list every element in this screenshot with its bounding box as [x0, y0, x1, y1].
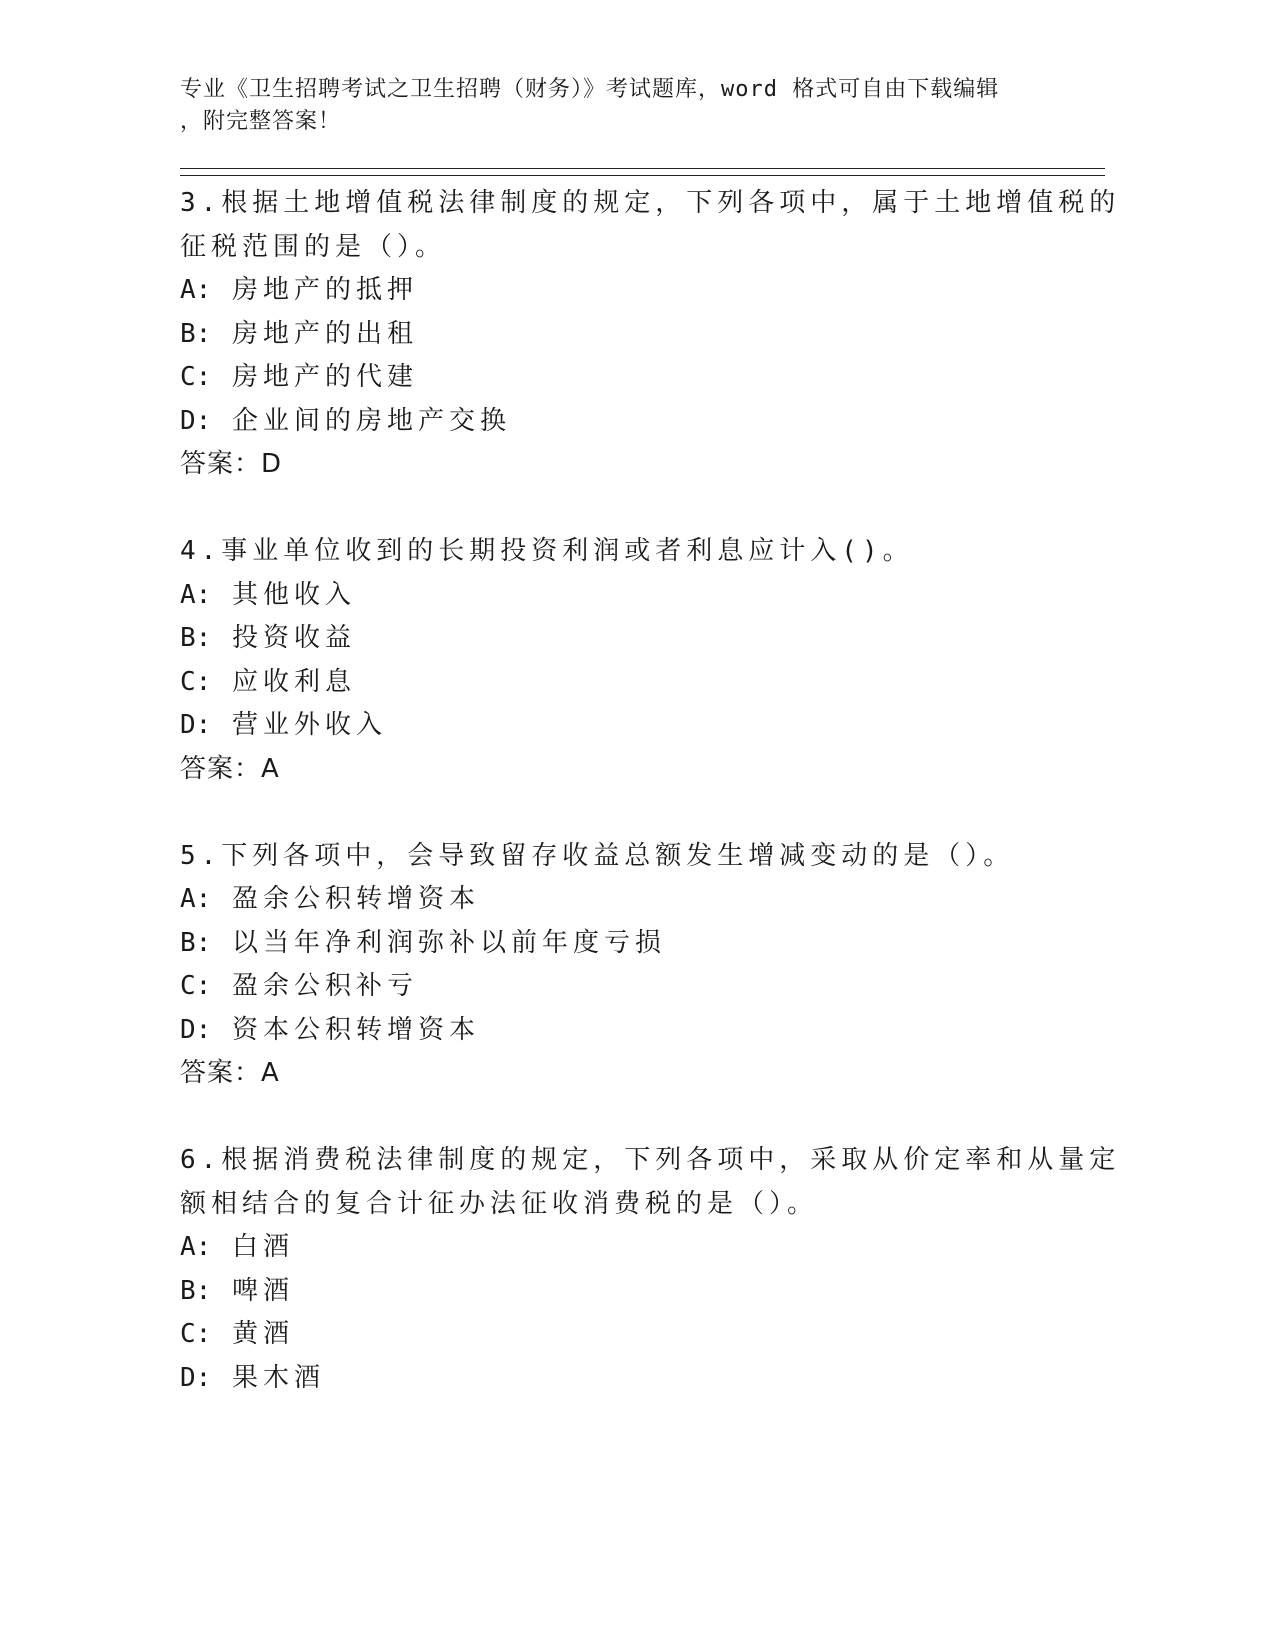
question-5	[180, 835, 1080, 1096]
question-stem: 额相结合的复合计征办法征收消费税的是（）。	[180, 1188, 819, 1219]
question-stem: 4.事业单位收到的长期投资利润或者利息应计入()。	[180, 536, 914, 566]
answer-line: 答案：A	[180, 1058, 280, 1088]
option-c	[180, 661, 1080, 705]
question-stem: 6.根据消费税法律制度的规定，下列各项中，采取从价定率和从量定	[180, 1145, 1121, 1175]
spacer	[180, 1096, 1080, 1140]
option-c	[180, 965, 1080, 1009]
option-b	[180, 313, 1080, 357]
option-letter: B:	[180, 1275, 212, 1306]
option-text: 盈余公积补亏	[231, 971, 418, 1001]
option-d	[180, 400, 1080, 444]
option-text: 投资收益	[231, 623, 356, 653]
option-text: 房地产的出租	[231, 318, 418, 349]
option-letter: C:	[180, 971, 212, 1001]
option-text: 企业间的房地产交换	[231, 405, 511, 436]
header-divider	[180, 175, 1105, 176]
option-b	[180, 617, 1080, 661]
option-letter: A:	[180, 275, 212, 305]
option-a	[180, 574, 1080, 618]
question-3	[180, 182, 1121, 487]
option-a	[180, 1226, 1080, 1270]
header-note-line: 专业《卫生招聘考试之卫生招聘（财务）》考试题库，word 格式可自由下载编辑	[180, 77, 1000, 102]
option-letter: D:	[180, 710, 212, 740]
option-text: 房地产的代建	[231, 362, 418, 392]
option-letter: B:	[180, 318, 212, 349]
option-letter: B:	[180, 927, 212, 958]
option-text: 其他收入	[231, 579, 356, 610]
question-stem: 3.根据土地增值税法律制度的规定，下列各项中，属于土地增值税的	[180, 188, 1121, 218]
option-text: 营业外收入	[231, 710, 387, 740]
option-text: 房地产的抵押	[231, 275, 418, 305]
option-a	[180, 878, 1080, 922]
spacer	[180, 791, 1080, 835]
option-letter: D:	[180, 405, 212, 436]
option-letter: A:	[180, 884, 212, 914]
option-d	[180, 704, 1080, 748]
option-text: 盈余公积转增资本	[231, 884, 480, 914]
option-d	[180, 1009, 1080, 1053]
option-letter: D:	[180, 1362, 212, 1393]
answer-line: 答案：A	[180, 753, 280, 784]
question-stem: 征税范围的是（）。	[180, 231, 447, 262]
option-text: 以当年净利润弥补以前年度亏损	[231, 927, 666, 958]
option-d	[180, 1357, 1080, 1401]
option-text: 白酒	[231, 1232, 294, 1262]
answer-line: 答案：D	[180, 449, 283, 479]
question-6	[180, 1139, 1121, 1400]
header-divider	[180, 168, 1105, 169]
question-4	[180, 530, 1080, 791]
option-b	[180, 922, 1080, 966]
option-letter: C:	[180, 666, 212, 697]
spacer	[180, 487, 1080, 531]
option-b	[180, 1270, 1080, 1314]
option-text: 黄酒	[231, 1319, 294, 1349]
option-letter: A:	[180, 579, 212, 610]
option-text: 应收利息	[231, 666, 356, 697]
option-c	[180, 356, 1080, 400]
option-text: 果木酒	[231, 1362, 325, 1393]
option-letter: D:	[180, 1014, 212, 1045]
option-a	[180, 269, 1080, 313]
question-list	[180, 182, 1121, 1400]
option-text: 啤酒	[231, 1275, 294, 1306]
header-note	[180, 74, 1040, 138]
option-letter: A:	[180, 1232, 212, 1262]
option-letter: B:	[180, 623, 212, 653]
option-letter: C:	[180, 362, 212, 392]
header-note-line: ，附完整答案！	[180, 109, 342, 134]
option-text: 资本公积转增资本	[231, 1014, 480, 1045]
question-stem: 5.下列各项中，会导致留存收益总额发生增减变动的是（）。	[180, 840, 1015, 871]
option-c	[180, 1313, 1080, 1357]
option-letter: C:	[180, 1319, 212, 1349]
